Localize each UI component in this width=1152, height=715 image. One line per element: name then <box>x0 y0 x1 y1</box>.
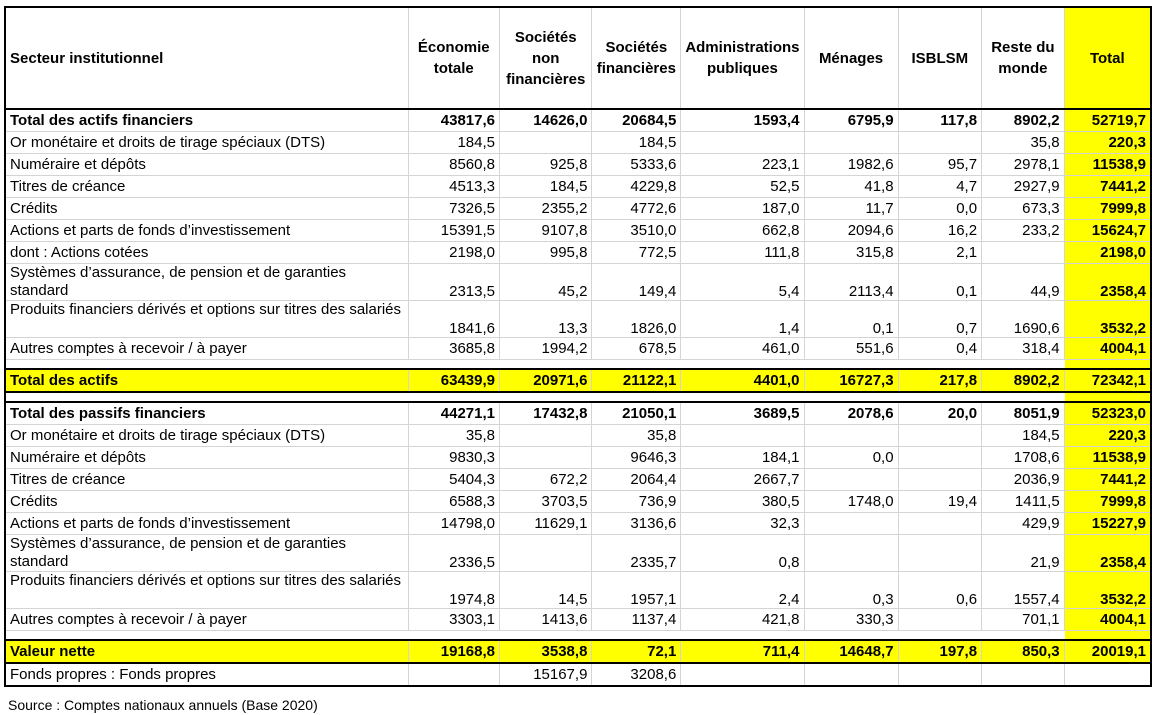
cell-value: 220,3 <box>1064 425 1151 447</box>
spacer-cell <box>982 360 1065 370</box>
cell-value <box>500 447 592 469</box>
row-label: Total des actifs <box>5 369 408 392</box>
cell-value: 1708,6 <box>982 447 1065 469</box>
cell-value: 13,3 <box>500 301 592 338</box>
cell-value: 72342,1 <box>1064 369 1151 392</box>
cell-value: 14,5 <box>500 572 592 609</box>
cell-value: 9107,8 <box>500 220 592 242</box>
cell-value: 16,2 <box>898 220 982 242</box>
cell-value: 1841,6 <box>408 301 499 338</box>
cell-value: 2667,7 <box>681 469 804 491</box>
spacer-cell <box>500 360 592 370</box>
column-header: Économie totale <box>408 7 499 109</box>
asset-row <box>5 198 1151 220</box>
cell-value: 184,1 <box>681 447 804 469</box>
cell-value: 3703,5 <box>500 491 592 513</box>
cell-value: 41,8 <box>804 176 898 198</box>
cell-value: 2078,6 <box>804 402 898 425</box>
cell-value <box>681 425 804 447</box>
cell-value: 2198,0 <box>1064 242 1151 264</box>
cell-value: 8902,2 <box>982 369 1065 392</box>
cell-value: 35,8 <box>592 425 681 447</box>
cell-value <box>804 535 898 572</box>
cell-value: 111,8 <box>681 242 804 264</box>
cell-value: 233,2 <box>982 220 1065 242</box>
spacer-cell <box>500 392 592 402</box>
cell-value: 736,9 <box>592 491 681 513</box>
asset-row <box>5 220 1151 242</box>
column-header: Total <box>1064 7 1151 109</box>
column-header: Sociétés financières <box>592 7 681 109</box>
cell-value: 330,3 <box>804 609 898 631</box>
cell-value: 4229,8 <box>592 176 681 198</box>
row-label: Titres de créance <box>5 469 408 491</box>
cell-value: 44271,1 <box>408 402 499 425</box>
cell-value: 2198,0 <box>408 242 499 264</box>
spacer-cell <box>982 392 1065 402</box>
column-header: Ménages <box>804 7 898 109</box>
asset-row <box>5 301 1151 338</box>
spacer-row <box>5 631 1151 641</box>
cell-value: 0,1 <box>898 264 982 301</box>
cell-value: 5,4 <box>681 264 804 301</box>
liability-row <box>5 491 1151 513</box>
cell-value: 2358,4 <box>1064 535 1151 572</box>
spacer-cell <box>898 392 982 402</box>
cell-value: 184,5 <box>982 425 1065 447</box>
spacer-cell <box>804 360 898 370</box>
cell-value: 6588,3 <box>408 491 499 513</box>
row-label: Crédits <box>5 198 408 220</box>
cell-value: 20971,6 <box>500 369 592 392</box>
cell-value: 4772,6 <box>592 198 681 220</box>
cell-value: 2978,1 <box>982 154 1065 176</box>
asset-row <box>5 154 1151 176</box>
cell-value <box>982 663 1065 686</box>
cell-value: 1957,1 <box>592 572 681 609</box>
cell-value <box>408 663 499 686</box>
cell-value: 1593,4 <box>681 109 804 132</box>
column-header: Reste du monde <box>982 7 1065 109</box>
spacer-cell <box>500 631 592 641</box>
cell-value <box>804 132 898 154</box>
cell-value <box>804 513 898 535</box>
cell-value: 7441,2 <box>1064 176 1151 198</box>
cell-value: 35,8 <box>982 132 1065 154</box>
cell-value: 1413,6 <box>500 609 592 631</box>
cell-value <box>898 513 982 535</box>
cell-value: 0,4 <box>898 338 982 360</box>
cell-value: 995,8 <box>500 242 592 264</box>
spacer-cell <box>408 392 499 402</box>
cell-value: 45,2 <box>500 264 592 301</box>
cell-value <box>898 609 982 631</box>
spacer-cell <box>681 631 804 641</box>
cell-value: 32,3 <box>681 513 804 535</box>
spacer-row <box>5 360 1151 370</box>
cell-value: 14626,0 <box>500 109 592 132</box>
cell-value: 21050,1 <box>592 402 681 425</box>
spacer-cell <box>1064 631 1151 641</box>
cell-value <box>898 447 982 469</box>
cell-value: 2355,2 <box>500 198 592 220</box>
cell-value: 1137,4 <box>592 609 681 631</box>
spacer-cell <box>982 631 1065 641</box>
cell-value: 9830,3 <box>408 447 499 469</box>
row-label: Actions et parts de fonds d’investissement <box>5 220 408 242</box>
cell-value: 11538,9 <box>1064 154 1151 176</box>
cell-value <box>500 535 592 572</box>
cell-value: 2094,6 <box>804 220 898 242</box>
cell-value: 421,8 <box>681 609 804 631</box>
cell-value: 4004,1 <box>1064 609 1151 631</box>
cell-value: 8902,2 <box>982 109 1065 132</box>
cell-value <box>898 469 982 491</box>
cell-value <box>1064 663 1151 686</box>
spacer-cell <box>5 360 408 370</box>
spacer-cell <box>1064 392 1151 402</box>
asset-row <box>5 176 1151 198</box>
equity-row <box>5 663 1151 686</box>
cell-value: 701,1 <box>982 609 1065 631</box>
cell-value: 2335,7 <box>592 535 681 572</box>
cell-value: 21,9 <box>982 535 1065 572</box>
cell-value: 3208,6 <box>592 663 681 686</box>
cell-value: 1,4 <box>681 301 804 338</box>
total-financial-liabilities-row <box>5 402 1151 425</box>
cell-value: 7999,8 <box>1064 198 1151 220</box>
cell-value: 52719,7 <box>1064 109 1151 132</box>
cell-value: 43817,6 <box>408 109 499 132</box>
liability-row <box>5 425 1151 447</box>
cell-value: 20,0 <box>898 402 982 425</box>
cell-value: 19168,8 <box>408 640 499 663</box>
row-label: Produits financiers dérivés et options sur titres des salariés <box>5 572 408 609</box>
cell-value: 0,0 <box>804 447 898 469</box>
cell-value: 184,5 <box>592 132 681 154</box>
cell-value <box>681 663 804 686</box>
cell-value <box>982 242 1065 264</box>
cell-value: 20684,5 <box>592 109 681 132</box>
cell-value: 7441,2 <box>1064 469 1151 491</box>
cell-value <box>500 132 592 154</box>
cell-value: 14798,0 <box>408 513 499 535</box>
cell-value: 1974,8 <box>408 572 499 609</box>
cell-value <box>500 425 592 447</box>
cell-value: 672,2 <box>500 469 592 491</box>
cell-value <box>681 132 804 154</box>
row-label: Or monétaire et droits de tirage spéciaux (DTS) <box>5 425 408 447</box>
row-label: Systèmes d’assurance, de pension et de garanties standard <box>5 535 408 572</box>
spacer-cell <box>5 392 408 402</box>
cell-value: 673,3 <box>982 198 1065 220</box>
cell-value: 3538,8 <box>500 640 592 663</box>
financial-accounts-table <box>4 6 1152 687</box>
cell-value: 2,1 <box>898 242 982 264</box>
cell-value: 9646,3 <box>592 447 681 469</box>
cell-value: 6795,9 <box>804 109 898 132</box>
total-assets-row <box>5 369 1151 392</box>
spacer-cell <box>898 360 982 370</box>
cell-value: 44,9 <box>982 264 1065 301</box>
row-label: Total des passifs financiers <box>5 402 408 425</box>
cell-value: 184,5 <box>408 132 499 154</box>
spacer-cell <box>804 631 898 641</box>
cell-value: 21122,1 <box>592 369 681 392</box>
cell-value <box>804 663 898 686</box>
cell-value: 15624,7 <box>1064 220 1151 242</box>
cell-value: 318,4 <box>982 338 1065 360</box>
cell-value: 4,7 <box>898 176 982 198</box>
asset-row <box>5 264 1151 301</box>
cell-value: 2113,4 <box>804 264 898 301</box>
row-label: Systèmes d’assurance, de pension et de garanties standard <box>5 264 408 301</box>
liability-row <box>5 469 1151 491</box>
cell-value: 15391,5 <box>408 220 499 242</box>
liability-row <box>5 447 1151 469</box>
spacer-cell <box>898 631 982 641</box>
cell-value: 0,0 <box>898 198 982 220</box>
row-label: Actions et parts de fonds d’investissement <box>5 513 408 535</box>
cell-value: 772,5 <box>592 242 681 264</box>
source-note: Source : Comptes nationaux annuels (Base 2020) <box>8 697 318 713</box>
spacer-cell <box>592 392 681 402</box>
cell-value: 2036,9 <box>982 469 1065 491</box>
cell-value: 2336,5 <box>408 535 499 572</box>
cell-value: 3689,5 <box>681 402 804 425</box>
row-label: Crédits <box>5 491 408 513</box>
spacer-cell <box>804 392 898 402</box>
cell-value: 14648,7 <box>804 640 898 663</box>
cell-value: 551,6 <box>804 338 898 360</box>
row-label: Total des actifs financiers <box>5 109 408 132</box>
cell-value: 1748,0 <box>804 491 898 513</box>
cell-value: 5404,3 <box>408 469 499 491</box>
column-header: Sociétés non financières <box>500 7 592 109</box>
cell-value: 63439,9 <box>408 369 499 392</box>
cell-value: 11538,9 <box>1064 447 1151 469</box>
cell-value: 2,4 <box>681 572 804 609</box>
cell-value: 380,5 <box>681 491 804 513</box>
cell-value: 52,5 <box>681 176 804 198</box>
row-label: Fonds propres : Fonds propres <box>5 663 408 686</box>
spacer-cell <box>1064 360 1151 370</box>
asset-row <box>5 242 1151 264</box>
header-row <box>5 7 1151 109</box>
cell-value: 3532,2 <box>1064 301 1151 338</box>
cell-value <box>898 132 982 154</box>
spacer-row <box>5 392 1151 402</box>
cell-value: 1411,5 <box>982 491 1065 513</box>
cell-value: 117,8 <box>898 109 982 132</box>
cell-value: 1557,4 <box>982 572 1065 609</box>
cell-value: 1826,0 <box>592 301 681 338</box>
cell-value: 5333,6 <box>592 154 681 176</box>
cell-value: 662,8 <box>681 220 804 242</box>
cell-value: 429,9 <box>982 513 1065 535</box>
cell-value: 52323,0 <box>1064 402 1151 425</box>
cell-value: 3136,6 <box>592 513 681 535</box>
cell-value: 15227,9 <box>1064 513 1151 535</box>
cell-value: 72,1 <box>592 640 681 663</box>
row-label: Numéraire et dépôts <box>5 447 408 469</box>
cell-value <box>898 663 982 686</box>
cell-value: 19,4 <box>898 491 982 513</box>
row-label: dont : Actions cotées <box>5 242 408 264</box>
row-label: Produits financiers dérivés et options sur titres des salariés <box>5 301 408 338</box>
row-label: Autres comptes à recevoir / à payer <box>5 338 408 360</box>
liability-row <box>5 513 1151 535</box>
cell-value: 7326,5 <box>408 198 499 220</box>
column-header: Secteur institutionnel <box>5 7 408 109</box>
cell-value: 0,3 <box>804 572 898 609</box>
cell-value: 850,3 <box>982 640 1065 663</box>
cell-value: 7999,8 <box>1064 491 1151 513</box>
cell-value: 17432,8 <box>500 402 592 425</box>
liability-row <box>5 535 1151 572</box>
liability-row <box>5 609 1151 631</box>
column-header: ISBLSM <box>898 7 982 109</box>
row-label: Valeur nette <box>5 640 408 663</box>
row-label: Or monétaire et droits de tirage spéciaux (DTS) <box>5 132 408 154</box>
cell-value: 16727,3 <box>804 369 898 392</box>
asset-row <box>5 338 1151 360</box>
cell-value: 3685,8 <box>408 338 499 360</box>
cell-value: 187,0 <box>681 198 804 220</box>
spacer-cell <box>681 392 804 402</box>
cell-value: 2064,4 <box>592 469 681 491</box>
cell-value: 1994,2 <box>500 338 592 360</box>
cell-value: 197,8 <box>898 640 982 663</box>
spacer-cell <box>408 631 499 641</box>
cell-value: 711,4 <box>681 640 804 663</box>
row-label: Autres comptes à recevoir / à payer <box>5 609 408 631</box>
cell-value: 4513,3 <box>408 176 499 198</box>
spacer-cell <box>592 360 681 370</box>
cell-value: 11,7 <box>804 198 898 220</box>
cell-value: 95,7 <box>898 154 982 176</box>
cell-value: 3532,2 <box>1064 572 1151 609</box>
cell-value: 461,0 <box>681 338 804 360</box>
cell-value: 223,1 <box>681 154 804 176</box>
cell-value: 925,8 <box>500 154 592 176</box>
cell-value: 3303,1 <box>408 609 499 631</box>
cell-value: 1982,6 <box>804 154 898 176</box>
total-financial-assets-row <box>5 109 1151 132</box>
cell-value <box>898 425 982 447</box>
cell-value: 2927,9 <box>982 176 1065 198</box>
cell-value: 220,3 <box>1064 132 1151 154</box>
cell-value: 0,8 <box>681 535 804 572</box>
cell-value: 2358,4 <box>1064 264 1151 301</box>
cell-value: 35,8 <box>408 425 499 447</box>
cell-value: 4401,0 <box>681 369 804 392</box>
liability-row <box>5 572 1151 609</box>
cell-value: 0,1 <box>804 301 898 338</box>
row-label: Numéraire et dépôts <box>5 154 408 176</box>
cell-value <box>804 469 898 491</box>
cell-value: 8560,8 <box>408 154 499 176</box>
cell-value: 0,7 <box>898 301 982 338</box>
cell-value: 2313,5 <box>408 264 499 301</box>
cell-value: 217,8 <box>898 369 982 392</box>
cell-value <box>898 535 982 572</box>
cell-value: 15167,9 <box>500 663 592 686</box>
cell-value: 11629,1 <box>500 513 592 535</box>
cell-value: 315,8 <box>804 242 898 264</box>
spacer-cell <box>408 360 499 370</box>
cell-value <box>804 425 898 447</box>
asset-row <box>5 132 1151 154</box>
spacer-cell <box>681 360 804 370</box>
cell-value: 8051,9 <box>982 402 1065 425</box>
net-worth-row <box>5 640 1151 663</box>
cell-value: 20019,1 <box>1064 640 1151 663</box>
cell-value: 184,5 <box>500 176 592 198</box>
spacer-cell <box>5 631 408 641</box>
cell-value: 0,6 <box>898 572 982 609</box>
column-header: Administrations publiques <box>681 7 804 109</box>
cell-value: 1690,6 <box>982 301 1065 338</box>
cell-value: 4004,1 <box>1064 338 1151 360</box>
cell-value: 149,4 <box>592 264 681 301</box>
cell-value: 3510,0 <box>592 220 681 242</box>
cell-value: 678,5 <box>592 338 681 360</box>
row-label: Titres de créance <box>5 176 408 198</box>
spacer-cell <box>592 631 681 641</box>
